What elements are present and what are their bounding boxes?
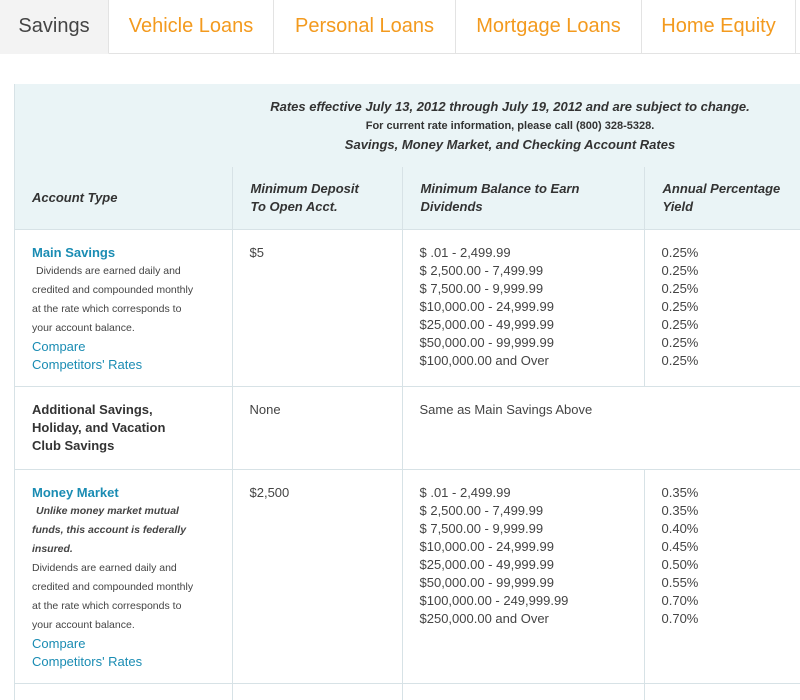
min-balance-cell	[402, 387, 800, 470]
min-deposit-cell	[232, 684, 402, 700]
compare-rates-link[interactable]	[32, 338, 224, 374]
compare-link-line[interactable]: Competitors' Rates	[32, 654, 143, 669]
min-deposit-cell	[232, 470, 402, 684]
rates-phone-text: For current rate information, please call (800) 328-5328.	[365, 120, 655, 132]
account-type-cell	[15, 230, 232, 387]
apy-cell	[644, 470, 800, 684]
tab-vehicle-loans[interactable]: Vehicle Loans	[109, 0, 274, 54]
account-type-cell	[15, 387, 232, 470]
balance-note: Same as Main Savings Above	[419, 402, 593, 417]
account-notice	[32, 502, 224, 559]
compare-rates-link[interactable]	[32, 635, 224, 671]
rates-table	[15, 167, 800, 700]
apy-value: 0.25%	[661, 281, 699, 296]
header-min-balance	[402, 167, 644, 230]
tab-mortgage-loans[interactable]: Mortgage Loans	[456, 0, 642, 54]
balance-tier: $ .01 - 2,499.99	[419, 485, 511, 500]
header-min-deposit-line: Minimum Deposit	[250, 181, 359, 196]
min-balance-cell	[402, 684, 644, 700]
balance-tier: $ 2,500.00 - 7,499.99	[419, 503, 544, 518]
main-savings-link[interactable]: Main Savings	[32, 245, 116, 260]
apy-value: 0.25%	[661, 263, 699, 278]
min-deposit-cell	[232, 230, 402, 387]
compare-link-line[interactable]: Compare	[32, 636, 86, 651]
apy-cell	[644, 230, 800, 387]
header-min-balance-line: Dividends	[420, 199, 483, 214]
description-line: credited and compounded monthly	[32, 581, 194, 593]
balance-tier: $10,000.00 - 24,999.99	[419, 539, 554, 554]
balance-tier: $25,000.00 - 49,999.99	[419, 317, 554, 332]
description-line: at the rate which corresponds to	[32, 303, 182, 315]
balance-tier: $250,000.00 and Over	[419, 611, 549, 626]
apy-cell	[644, 684, 800, 700]
account-name-line: Additional Savings,	[32, 402, 153, 417]
balance-tier: $100,000.00 - 249,999.99	[419, 593, 569, 608]
rates-notice	[15, 84, 800, 168]
apy-value: 0.45%	[661, 539, 699, 554]
tab-savings[interactable]: Savings	[0, 0, 109, 54]
description-line: at the rate which corresponds to	[32, 600, 182, 612]
header-min-balance-line: Minimum Balance to Earn	[420, 181, 580, 196]
header-min-deposit-line: To Open Acct.	[250, 199, 338, 214]
balance-tier: $ .01 - 2,499.99	[419, 245, 511, 260]
apy-value: 0.25%	[661, 317, 699, 332]
table-row	[15, 684, 800, 700]
table-header-row	[15, 167, 800, 230]
table-row	[15, 470, 800, 684]
compare-link-line[interactable]: Compare	[32, 339, 86, 354]
account-description	[32, 559, 224, 635]
apy-value: 0.70%	[661, 593, 699, 608]
tab-bar-filler	[796, 0, 800, 54]
balance-tier: $100,000.00 and Over	[419, 353, 549, 368]
balance-tier: $25,000.00 - 49,999.99	[419, 557, 554, 572]
min-deposit-value: $2,500	[249, 485, 290, 500]
table-row	[15, 230, 800, 387]
balance-tier: $10,000.00 - 24,999.99	[419, 299, 554, 314]
rates-effective-text: Rates effective July 13, 2012 through July 19, 2012 and are subject to change.	[270, 99, 750, 114]
rates-table-title: Savings, Money Market, and Checking Account Rates	[344, 137, 676, 152]
description-line: your account balance.	[32, 322, 135, 334]
tab-home-equity[interactable]: Home Equity	[642, 0, 796, 54]
header-apy-line: Annual Percentage	[662, 181, 781, 196]
description-line: credited and compounded monthly	[32, 284, 194, 296]
header-account-type-label: Account Type	[32, 190, 118, 205]
description-line: funds, this account is federally	[32, 524, 187, 536]
header-min-deposit	[232, 167, 402, 230]
account-type-cell	[15, 684, 232, 700]
account-description	[32, 262, 224, 338]
tab-personal-loans[interactable]: Personal Loans	[274, 0, 456, 54]
product-tabs	[0, 0, 800, 54]
min-deposit-cell	[232, 387, 402, 470]
description-line: insured.	[32, 543, 73, 555]
min-deposit-value: $5	[249, 245, 264, 260]
header-apy	[644, 167, 800, 230]
description-line: Dividends are earned daily and	[36, 265, 181, 277]
apy-value: 0.50%	[661, 557, 699, 572]
money-market-link[interactable]: Money Market	[32, 485, 119, 500]
description-line: Unlike money market mutual	[36, 505, 179, 517]
apy-value: 0.70%	[661, 611, 699, 626]
balance-tier: $50,000.00 - 99,999.99	[419, 575, 554, 590]
description-line: Dividends are earned daily and	[32, 562, 177, 574]
header-account-type	[15, 167, 232, 230]
apy-value: 0.55%	[661, 575, 699, 590]
apy-value: 0.35%	[661, 485, 699, 500]
min-deposit-value: None	[249, 402, 281, 417]
account-name-line: Holiday, and Vacation	[32, 420, 166, 435]
apy-value: 0.40%	[661, 521, 699, 536]
apy-value: 0.25%	[661, 353, 699, 368]
rates-panel	[14, 84, 800, 700]
balance-tier: $50,000.00 - 99,999.99	[419, 335, 554, 350]
apy-value: 0.25%	[661, 335, 699, 350]
balance-tier: $ 7,500.00 - 9,999.99	[419, 521, 544, 536]
balance-tier: $ 7,500.00 - 9,999.99	[419, 281, 544, 296]
header-apy-line: Yield	[662, 199, 694, 214]
table-row	[15, 387, 800, 470]
account-name-line: Club Savings	[32, 438, 115, 453]
account-type-cell	[15, 470, 232, 684]
description-line: your account balance.	[32, 619, 135, 631]
apy-value: 0.35%	[661, 503, 699, 518]
apy-value: 0.25%	[661, 245, 699, 260]
balance-tier: $ 2,500.00 - 7,499.99	[419, 263, 544, 278]
compare-link-line[interactable]: Competitors' Rates	[32, 357, 143, 372]
min-balance-cell	[402, 470, 644, 684]
apy-value: 0.25%	[661, 299, 699, 314]
min-balance-cell	[402, 230, 644, 387]
